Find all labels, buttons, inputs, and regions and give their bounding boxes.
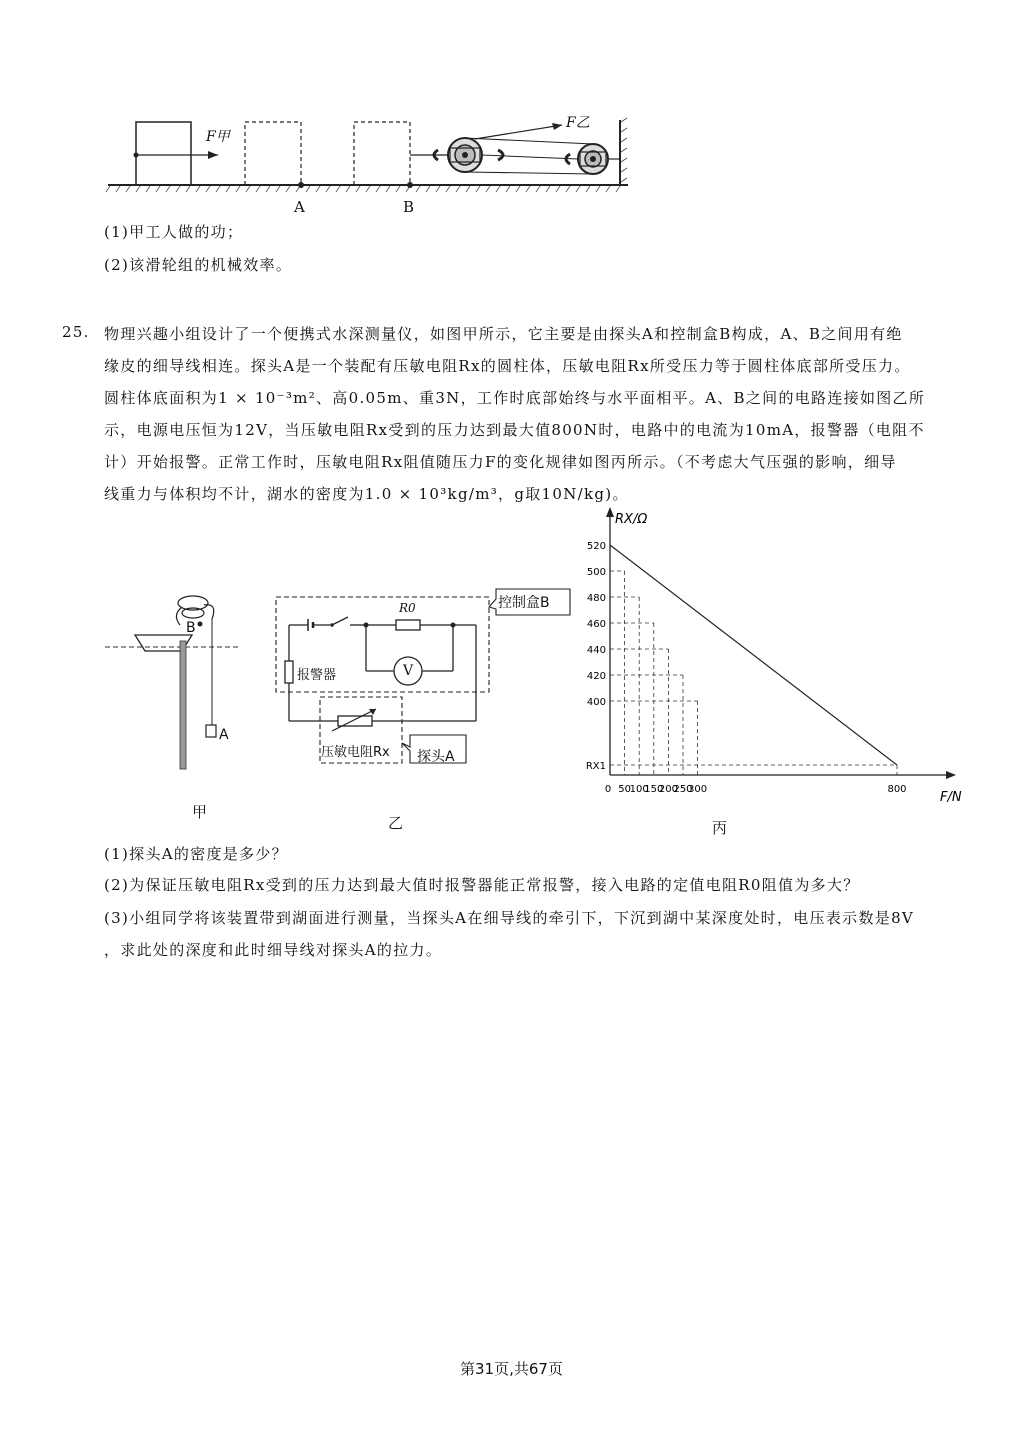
caption-bing: 丙 [712, 819, 728, 837]
y-tick-label: 520 [586, 541, 606, 552]
y-tick-label: RX1 [585, 761, 606, 772]
x-tick-label: 100 [629, 784, 649, 795]
yi-alarm-label: 报警器 [297, 668, 337, 683]
question-number: 25. [62, 323, 90, 341]
label-f-yi: F乙 [566, 115, 590, 131]
y-tick-label: 420 [586, 671, 606, 682]
y-tick-label: 480 [586, 593, 606, 604]
sub-question-3: (3)小组同学将该装置带到湖面进行测量，当探头A在细导线的牵引下，下沉到湖中某深度处时，电压表示数是8V [104, 909, 915, 927]
x-axis-label: F/N [940, 790, 962, 805]
yi-r0-label: R0 [399, 601, 416, 615]
yi-control-box-label: 控制盒B [498, 595, 550, 611]
page-footer: 第31页,共67页 [460, 1360, 563, 1378]
paragraph-line-1: 物理兴趣小组设计了一个便携式水深测量仪，如图甲所示，它主要是由探头A和控制盒B构成，A、B之间用有绝 [104, 325, 903, 343]
y-tick-label: 440 [586, 645, 606, 656]
x-tick-label: 250 [673, 784, 693, 795]
yi-voltmeter-label: V [403, 663, 414, 679]
jia-label-b: B [186, 620, 196, 636]
label-point-b: B [403, 198, 415, 216]
caption-jia: 甲 [192, 803, 208, 821]
x-tick-label: 0 [604, 784, 612, 795]
x-tick-label: 50 [618, 784, 631, 795]
prev-question-1: (1)甲工人做的功； [104, 223, 244, 241]
prev-question-2: (2)该滑轮组的机械效率。 [104, 256, 293, 274]
x-tick-label: 200 [658, 784, 678, 795]
y-axis-label: RX/Ω [615, 512, 648, 527]
paragraph-line-2: 缘皮的细导线相连。探头A是一个装配有压敏电阻Rx的圆柱体，压敏电阻Rx所受压力等于圆柱体底部所受压力。 [104, 357, 911, 375]
paragraph-line-5: 计）开始报警。正常工作时，压敏电阻Rx阻值随压力F的变化规律如图丙所示。（不考虑大气压强的影响，细导 [104, 453, 897, 471]
jia-label-a: A [219, 727, 229, 743]
label-point-a: A [294, 198, 305, 216]
yi-sensor-label: 压敏电阻Rx [321, 745, 390, 760]
y-tick-label: 500 [586, 567, 606, 578]
x-tick-label: 800 [887, 784, 907, 795]
x-axis-arrow [946, 771, 956, 779]
sub-question-3-cont: ，求此处的深度和此时细导线对探头A的拉力。 [104, 941, 443, 959]
pulley-figure [100, 112, 640, 222]
block-jia [136, 122, 191, 185]
label-f-jia: F甲 [206, 129, 230, 145]
rx-vs-f-line [610, 545, 897, 765]
y-tick-label: 460 [586, 619, 606, 630]
x-tick-label: 150 [644, 784, 664, 795]
yi-probe-label: 探头A [417, 749, 455, 765]
figure-jia [100, 585, 250, 780]
sub-question-2: (2)为保证压敏电阻Rx受到的压力达到最大值时报警器能正常报警，接入电路的定值电阻R0阻值为多大？ [104, 876, 860, 894]
y-tick-label: 400 [586, 697, 606, 708]
sub-question-1: (1)探头A的密度是多少？ [104, 845, 288, 863]
paragraph-line-4: 示，电源电压恒为12V，当压敏电阻Rx受到的压力达到最大值800N时，电路中的电流为10mA，报警器（电阻不 [104, 421, 925, 439]
paragraph-line-6: 线重力与体积均不计，湖水的密度为1.0 × 10³kg/m³，g取10N/kg)。 [104, 485, 629, 503]
x-tick-label: 300 [688, 784, 708, 795]
block-position-a [245, 122, 301, 185]
block-position-b [354, 122, 410, 185]
figure-bing-chart [570, 505, 980, 810]
paragraph-line-3: 圆柱体底面积为1 × 10⁻³m²、高0.05m、重3N，工作时底部始终与水平面相平。A、B之间的电路连接如图乙所 [104, 389, 926, 407]
y-axis-arrow [606, 507, 614, 517]
caption-yi: 乙 [388, 814, 404, 832]
